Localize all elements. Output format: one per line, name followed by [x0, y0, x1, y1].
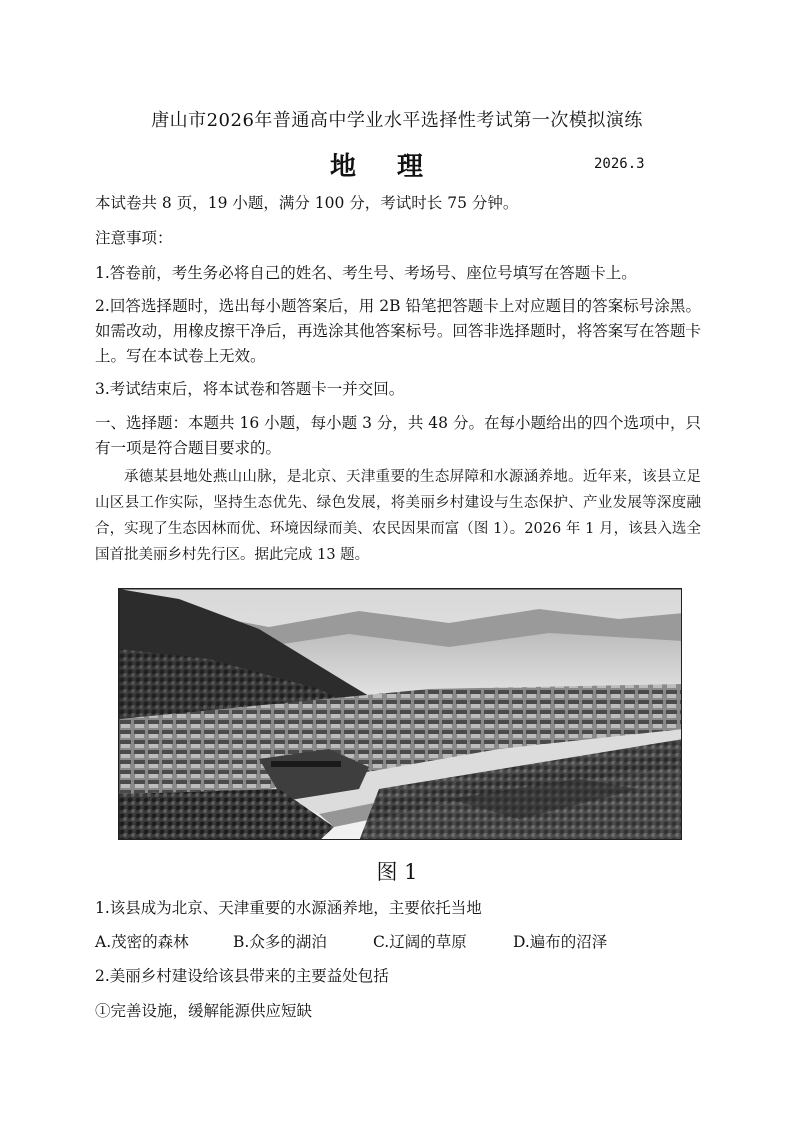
question-1-options: [95, 930, 701, 954]
figure-caption: 图 1: [376, 860, 418, 884]
question-2-item-1: ①完善设施，缓解能源供应短缺: [95, 1002, 313, 1020]
note-2: 2.回答选择题时，选出每小题答案后，用 2B 铅笔把答题卡上对应题目的答案标号涂黑。如需改动，用橡皮擦干净后，再选涂其他答案标号。回答非选择题时，将答案写在答题卡上。写在本试卷上无效。: [95, 297, 701, 365]
figure-1-photo: [118, 588, 682, 840]
notes-heading: 注意事项：: [95, 229, 173, 247]
exam-summary: 本试卷共 8 页，19 小题，满分 100 分，考试时长 75 分钟。: [95, 194, 519, 212]
question-2-stem: 2.美丽乡村建设给该县带来的主要益处包括: [95, 967, 389, 985]
note-3: 3.考试结束后，将本试卷和答题卡一并交回。: [95, 380, 405, 398]
subject-title: 地 理: [330, 152, 440, 182]
question-1-option-b[interactable]: B.众多的湖泊: [233, 933, 327, 951]
note-1: 1.答卷前，考生务必将自己的姓名、考生号、考场号、座位号填写在答题卡上。: [95, 264, 637, 282]
reading-passage: 承德某县地处燕山山脉，是北京、天津重要的生态屏障和水源涵养地。近年来，该县立足山区县工作实际，坚持生态优先、绿色发展，将美丽乡村建设与生态保护、产业发展等深度融合，实现了生态因林而优、环境因绿而美、农民因果而富（图 1）。2026 年 1 月，该县入选全国首批美丽乡村先行区。据此完成 13 题。: [95, 469, 701, 563]
exam-date: 2026.3: [594, 156, 645, 172]
question-1-option-d[interactable]: D.遍布的沼泽: [513, 933, 608, 951]
question-1-option-a[interactable]: A.茂密的森林: [95, 933, 189, 951]
section-heading: 一、选择题：本题共 16 小题，每小题 3 分，共 48 分。在每小题给出的四个选项中，只有一项是符合题目要求的。: [95, 414, 701, 457]
question-1-stem: 1.该县成为北京、天津重要的水源涵养地，主要依托当地: [95, 899, 482, 917]
question-1-option-c[interactable]: C.辽阔的草原: [373, 933, 467, 951]
exam-title: 唐山市2026年普通高中学业水平选择性考试第一次模拟演练: [151, 110, 643, 131]
